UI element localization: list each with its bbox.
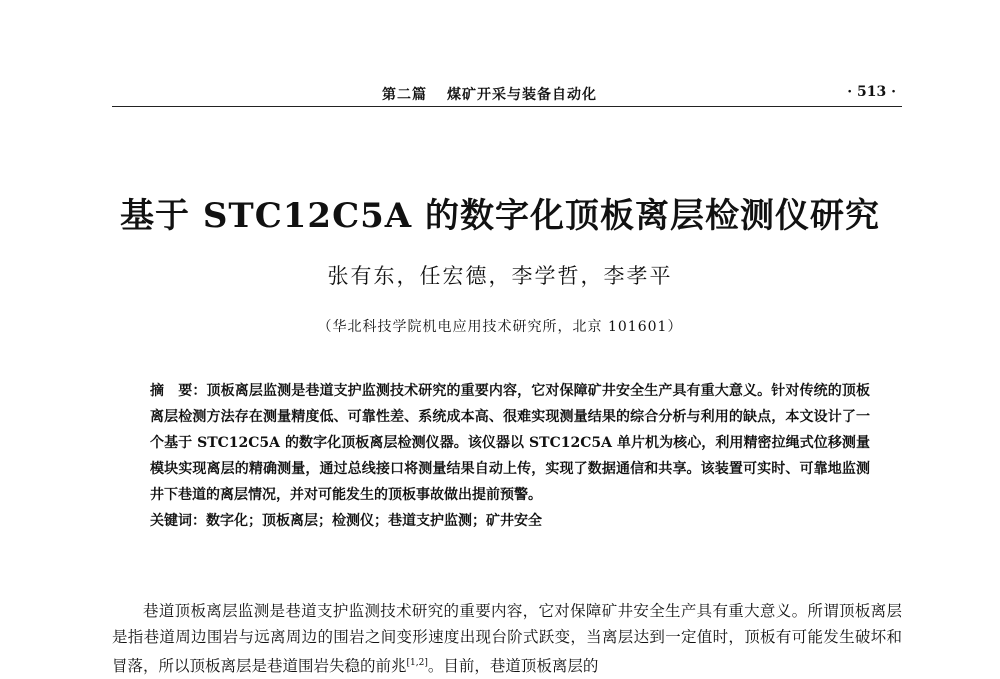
citation: [1,2]	[406, 658, 428, 668]
keywords-label: 关键词：	[150, 513, 206, 529]
header-section-title	[382, 84, 597, 104]
keywords	[150, 508, 870, 534]
body-text	[112, 598, 902, 679]
page-number: · 513 ·	[847, 84, 896, 100]
body-text-part2: 。目前，巷道顶板离层的	[427, 657, 599, 676]
header-topic: 煤矿开采与装备自动化	[447, 87, 597, 103]
running-header	[112, 84, 902, 107]
paper-title: 基于 STC12C5A 的数字化顶板离层检测仪研究	[120, 196, 880, 236]
body-text-part1: 巷道顶板离层监测是巷道支护监测技术研究的重要内容，它对保障矿井安全生产具有重大意义。所谓顶板离层是指巷道周边围岩与远离周边的围岩之间变形速度出现台阶式跃变，当离层达到一定值时，顶板有可能发生破坏和冒落，所以顶板离层是巷道围岩失稳的前兆	[112, 602, 902, 676]
authors: 张有东，任宏德，李学哲，李孝平	[327, 264, 673, 288]
abstract-block	[150, 378, 870, 534]
affiliation: （华北科技学院机电应用技术研究所，北京 101601）	[317, 319, 683, 335]
abstract	[150, 378, 870, 508]
keywords-text: 数字化；顶板离层；检测仪；巷道支护监测；矿井安全	[206, 513, 542, 529]
abstract-text: 顶板离层监测是巷道支护监测技术研究的重要内容，它对保障矿井安全生产具有重大意义。针对传统的顶板离层检测方法存在测量精度低、可靠性差、系统成本高、很难实现测量结果的综合分析与利用的缺点，本文设计了一个基于 STC12C5A 的数字化顶板离层检测仪器。该仪器以 STC12C5A 单片机为核心，利用精密拉绳式位移测量模块实现离层的精确测量，通过总线接口将测量结果自动上传，实现了数据通信和共享。该装置可实时、可靠地监测井下巷道的离层情况，并对可能发生的顶板事故做出提前预警。	[150, 383, 871, 503]
abstract-label: 摘 要：	[150, 383, 207, 399]
body-paragraph	[112, 598, 902, 679]
header-section: 第二篇	[382, 87, 427, 103]
